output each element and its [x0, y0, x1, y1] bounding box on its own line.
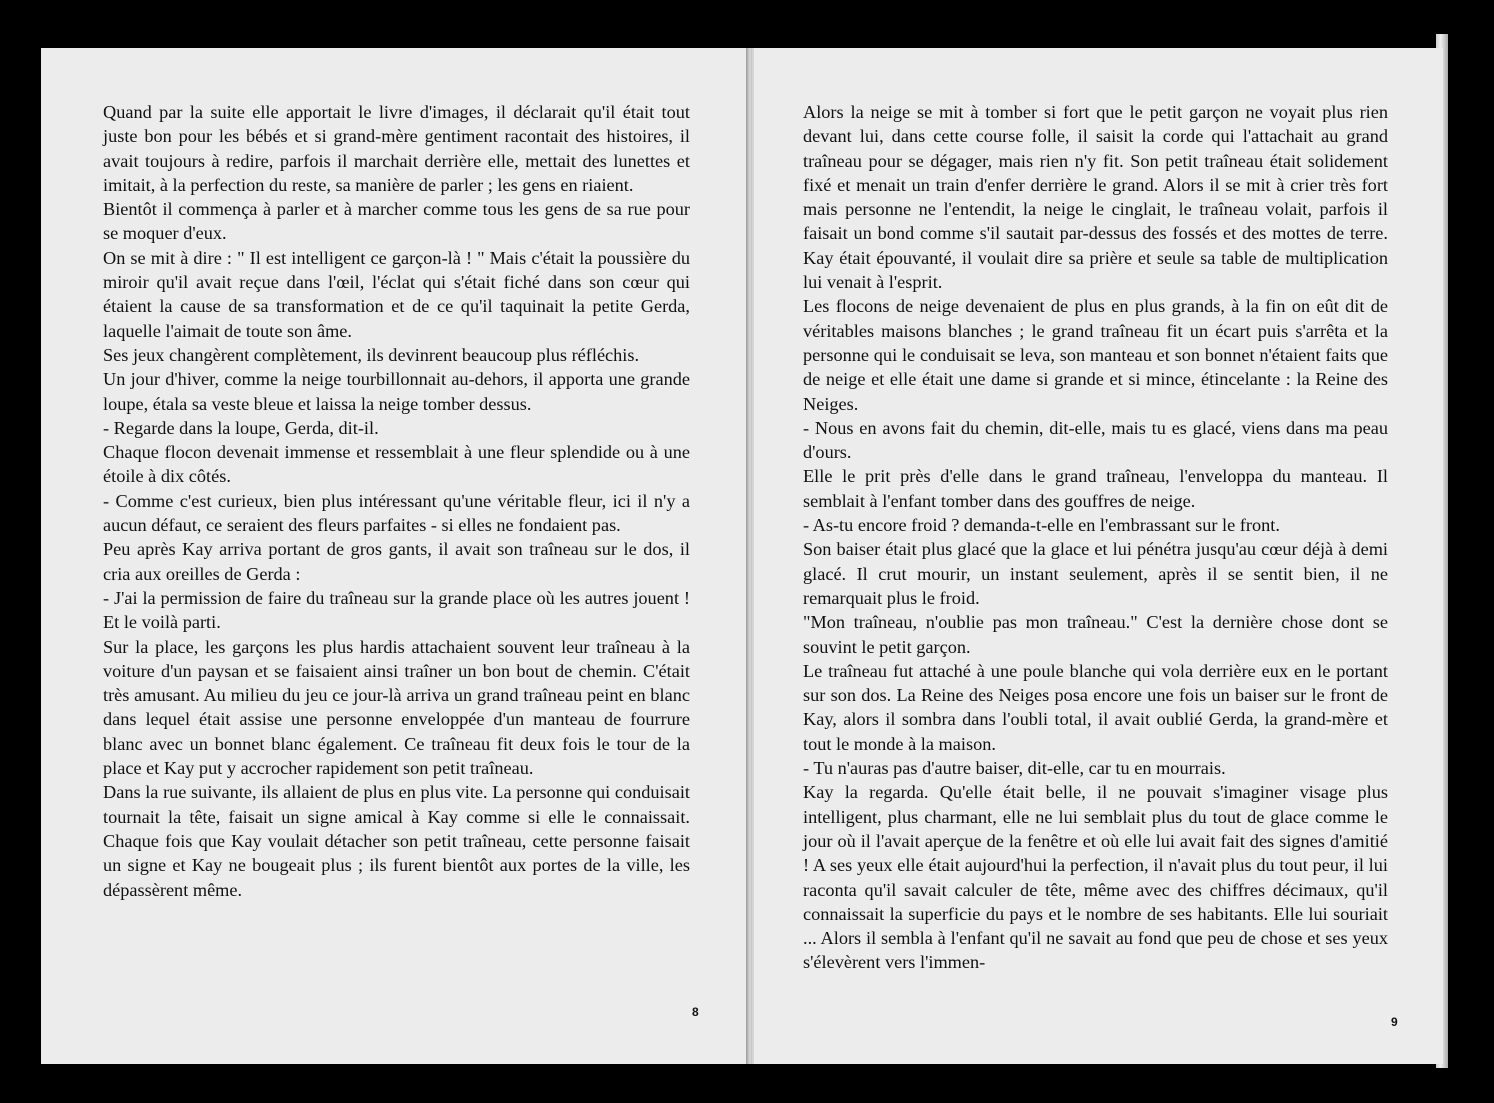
- paragraph: Quand par la suite elle apportait le livre d'images, il déclarait qu'il était tout juste bon pour les bébés et si grand-mère gentiment racontait des histoires, il avait toujours à redire, parfois il marchait derrière elle, mettait des lunettes et imitait, à la perfection du reste, sa manière de parler ; les gens en riaient.: [103, 102, 690, 195]
- paragraph: Son baiser était plus glacé que la glace et lui pénétra jusqu'au cœur déjà à demi glacé. Il crut mourir, un instant seulement, après il se sentit bien, il ne remarquait plus le froid.: [803, 539, 1388, 608]
- paragraph: Dans la rue suivante, ils allaient de plus en plus vite. La personne qui conduisait tournait la tête, faisait un signe amical à Kay comme si elle le connaissait. Chaque fois que Kay voulait détacher son petit traîneau, cette personne faisait un signe et Kay ne bougeait plus ; ils furent bientôt aux portes de la ville, les dépassèrent même.: [103, 782, 690, 900]
- paragraph: Elle le prit près d'elle dans le grand traîneau, l'enveloppa du manteau. Il semblait à l'enfant tomber dans des gouffres de neige.: [803, 466, 1388, 511]
- paragraph: "Mon traîneau, n'oublie pas mon traîneau." C'est la dernière chose dont se souvint le petit garçon.: [803, 612, 1388, 657]
- paragraph: Ses jeux changèrent complètement, ils devinrent beaucoup plus réfléchis.: [103, 344, 640, 365]
- paragraph: Chaque flocon devenait immense et ressemblait à une fleur splendide ou à une étoile à dix côtés.: [103, 442, 690, 487]
- paragraph: Alors la neige se mit à tomber si fort que le petit garçon ne voyait plus rien devant lui, dans cette course folle, il saisit la corde qui l'attachait au grand traîneau pour se dégager, mais rien n'y fit. Son petit traîneau était solidement fixé et menait un train d'enfer derrière le grand. Alors il se mit à crier très fort mais personne ne l'entendit, la neige le cinglait, le traîneau volait, parfois il faisait un bond comme s'il sautait par-dessus des fossés et des mottes de terre. Kay était épouvanté, il voulait dire sa prière et seule sa table de multiplication lui venait à l'esprit.: [803, 102, 1388, 293]
- paragraph: Peu après Kay arriva portant de gros gants, il avait son traîneau sur le dos, il cria aux oreilles de Gerda :: [103, 539, 690, 584]
- page-number: 8: [692, 1005, 699, 1019]
- paragraph: - Comme c'est curieux, bien plus intéressant qu'une véritable fleur, ici il n'y a aucun défaut, ce seraient des fleurs parfaites - si elles ne fondaient pas.: [103, 490, 690, 536]
- paragraph: - Regarde dans la loupe, Gerda, dit-il.: [103, 417, 379, 438]
- left-page: [41, 48, 748, 1064]
- page-number: 9: [1391, 1015, 1398, 1029]
- paragraph: - As-tu encore froid ? demanda-t-elle en l'embrassant sur le front.: [803, 515, 1280, 536]
- paragraph: - Tu n'auras pas d'autre baiser, dit-elle, car tu en mourrais.: [803, 758, 1226, 779]
- right-page-text: [803, 100, 1388, 975]
- paragraph: Bientôt il commença à parler et à marcher comme tous les gens de sa rue pour se moquer d'eux.: [103, 199, 690, 244]
- paragraph: Le traîneau fut attaché à une poule blanche qui vola derrière eux en le portant sur son dos. La Reine des Neiges posa encore une fois un baiser sur le front de Kay, alors il sombra dans l'oubli total, il avait oublié Gerda, la grand-mère et tout le monde à la maison.: [803, 660, 1388, 754]
- paragraph: Sur la place, les garçons les plus hardis attachaient souvent leur traîneau à la voiture d'un paysan et se faisaient ainsi traîner un bon bout de chemin. C'était très amusant. Au milieu du jeu ce jour-là arriva un grand traîneau peint en blanc dans lequel était assise une personne enveloppée d'un manteau de fourrure blanc avec un bonnet blanc également. Ce traîneau fit deux fois le tour de la place et Kay put y accrocher rapidement son petit traîneau.: [103, 636, 690, 779]
- paragraph: Kay la regarda. Qu'elle était belle, il ne pouvait s'imaginer visage plus intelligent, plus charmant, elle ne lui semblait plus du tout de glace comme le jour où il l'avait aperçue de la fenêtre et où elle lui avait fait des signes d'amitié ! A ses yeux elle était aujourd'hui la perfection, il n'avait plus du tout peur, il lui raconta qu'il savait calculer de tête, même avec des chiffres décimaux, qu'il connaissait la superficie du pays et le nombre de ses habitants. Elle lui souriait ... Alors il sembla à l'enfant qu'il ne savait au fond que peu de chose et ses yeux s'élevèrent vers l'immen-: [803, 782, 1388, 973]
- right-page: [752, 48, 1443, 1064]
- left-page-text: [103, 100, 690, 902]
- paragraph: - J'ai la permission de faire du traîneau sur la grande place où les autres jouent ! Et le voilà parti.: [103, 587, 690, 633]
- paragraph: Les flocons de neige devenaient de plus en plus grands, à la fin on eût dit de véritables maisons blanches ; le grand traîneau fit un écart puis s'arrêta et la personne qui le conduisait se leva, son manteau et son bonnet n'étaient faits que de neige et elle était une dame si grande et si mince, étincelante : la Reine des Neiges.: [803, 296, 1388, 414]
- paragraph: On se mit à dire : " Il est intelligent ce garçon-là ! " Mais c'était la poussière du miroir qu'il avait reçue dans l'œil, l'éclat qui s'était fiché dans son cœur qui étaient la cause de sa transformation et de ce qu'il taquinait la petite Gerda, laquelle l'aimait de toute son âme.: [103, 247, 690, 341]
- paragraph: - Nous en avons fait du chemin, dit-elle, mais tu es glacé, viens dans ma peau d'ours.: [803, 417, 1388, 463]
- paragraph: Un jour d'hiver, comme la neige tourbillonnait au-dehors, il apporta une grande loupe, étala sa veste bleue et laissa la neige tomber dessus.: [103, 369, 690, 414]
